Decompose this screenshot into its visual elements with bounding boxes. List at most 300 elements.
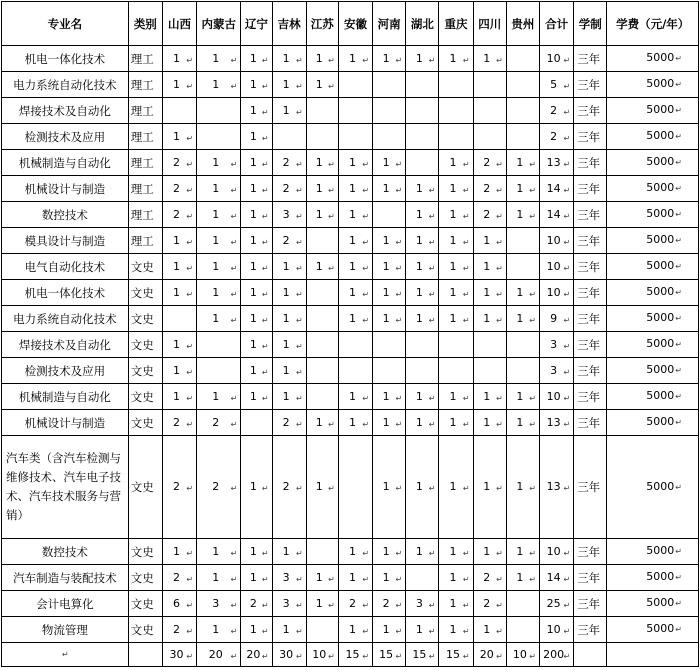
totals-row	[2, 643, 699, 667]
quota-cell	[373, 410, 406, 436]
quota-cell	[338, 202, 372, 228]
row-total-cell: 10 ↵	[540, 280, 574, 306]
table-row	[2, 410, 699, 436]
quota-cell	[373, 176, 406, 202]
quota-cell	[272, 306, 306, 332]
column-header: 学制	[574, 2, 607, 46]
quota-cell	[439, 565, 473, 591]
paragraph-mark-icon: ↵	[496, 574, 503, 584]
quota-value: 6	[173, 596, 180, 610]
paragraph-mark-icon: ↵	[328, 185, 335, 195]
quota-value: 2	[212, 415, 220, 429]
duration-cell: 三年	[574, 280, 607, 306]
paragraph-mark-icon: ↵	[529, 574, 536, 584]
duration-cell: 三年	[574, 358, 607, 384]
paragraph-mark-icon: ↵	[496, 315, 503, 325]
quota-cell	[406, 332, 439, 358]
duration-cell: 三年	[574, 410, 607, 436]
paragraph-mark-icon: ↵	[428, 237, 436, 247]
quota-value: 1	[249, 155, 257, 169]
major-name-cell: 机电一体化技术	[2, 46, 129, 72]
paragraph-mark-icon: ↵	[296, 419, 303, 429]
category-cell: 文史	[128, 358, 162, 384]
quota-value: 1	[249, 259, 257, 273]
paragraph-mark-icon: ↵	[186, 289, 194, 299]
paragraph-mark-icon: ↵	[462, 393, 470, 403]
quota-cell	[473, 384, 506, 410]
table-row	[2, 384, 699, 410]
tuition-cell: 5000↵	[607, 306, 699, 332]
duration-cell: 三年	[574, 254, 607, 280]
paragraph-mark-icon: ↵	[261, 55, 269, 65]
major-name-cell: 电力系统自动化技术	[2, 306, 129, 332]
quota-cell	[506, 617, 539, 643]
quota-value: 2	[483, 570, 491, 584]
quota-value: 1	[282, 337, 290, 351]
quota-value: 1	[315, 155, 323, 169]
quota-value: 2	[282, 480, 290, 493]
quota-cell	[506, 254, 539, 280]
paragraph-mark-icon: ↵	[296, 484, 303, 493]
table-row	[2, 306, 699, 332]
column-total-cell: 20 ↵	[241, 643, 272, 667]
quota-cell	[473, 565, 506, 591]
quota-cell	[162, 539, 196, 565]
quota-cell	[241, 228, 272, 254]
quota-cell	[241, 150, 272, 176]
paragraph-mark-icon: ↵	[675, 366, 682, 375]
paragraph-mark-icon: ↵	[428, 393, 436, 403]
category-cell: 文史	[128, 410, 162, 436]
quota-cell	[338, 539, 372, 565]
category-cell: 理工	[128, 150, 162, 176]
quota-cell	[406, 280, 439, 306]
category-cell: 理工	[128, 72, 162, 98]
quota-cell	[506, 332, 539, 358]
quota-value: 1	[315, 480, 323, 493]
paragraph-mark-icon: ↵	[395, 159, 403, 169]
paragraph-mark-icon: ↵	[462, 315, 470, 325]
quota-cell	[406, 228, 439, 254]
paragraph-mark-icon: ↵	[496, 55, 503, 65]
duration-cell: 三年	[574, 617, 607, 643]
empty-cell	[128, 643, 162, 667]
paragraph-mark-icon: ↵	[230, 651, 238, 661]
paragraph-mark-icon: ↵	[675, 418, 682, 427]
paragraph-mark-icon: ↵	[296, 237, 303, 247]
paragraph-mark-icon: ↵	[675, 210, 682, 219]
quota-value: 1	[449, 181, 457, 195]
column-header: 重庆	[439, 2, 473, 46]
quota-cell	[439, 410, 473, 436]
quota-cell	[241, 254, 272, 280]
quota-value: 2	[483, 207, 491, 221]
quota-value: 1	[449, 51, 457, 65]
quota-cell	[373, 150, 406, 176]
paragraph-mark-icon: ↵	[328, 574, 335, 584]
tuition-cell: 5000↵	[607, 280, 699, 306]
major-name-cell: 检测技术及应用	[2, 124, 129, 150]
quota-value: 1	[449, 596, 457, 610]
quota-value: 1	[249, 77, 257, 91]
paragraph-mark-icon: ↵	[62, 650, 69, 659]
paragraph-mark-icon: ↵	[362, 393, 370, 403]
major-name-cell: 机械设计与制造	[2, 176, 129, 202]
quota-cell	[306, 591, 338, 617]
duration-cell: 三年	[574, 384, 607, 410]
paragraph-mark-icon: ↵	[395, 55, 403, 65]
quota-cell	[439, 306, 473, 332]
paragraph-mark-icon: ↵	[563, 55, 571, 65]
quota-cell	[373, 436, 406, 539]
quota-cell	[241, 176, 272, 202]
category-cell: 文史	[128, 591, 162, 617]
paragraph-mark-icon: ↵	[296, 574, 303, 584]
paragraph-mark-icon: ↵	[462, 626, 470, 636]
paragraph-mark-icon: ↵	[261, 574, 269, 584]
paragraph-mark-icon: ↵	[296, 263, 303, 273]
paragraph-mark-icon: ↵	[296, 159, 303, 169]
quota-value: 1	[382, 311, 390, 325]
quota-cell	[338, 358, 372, 384]
quota-value: 1	[382, 622, 390, 636]
quota-cell	[506, 202, 539, 228]
column-header: 吉林	[272, 2, 306, 46]
paragraph-mark-icon: ↵	[496, 289, 503, 299]
quota-value: 3	[282, 207, 290, 221]
paragraph-mark-icon: ↵	[362, 574, 370, 584]
paragraph-mark-icon: ↵	[261, 185, 269, 195]
column-total-cell: 15 ↵	[373, 643, 406, 667]
paragraph-mark-icon: ↵	[328, 484, 335, 493]
quota-value: 2	[282, 181, 290, 195]
quota-cell	[306, 280, 338, 306]
quota-cell	[506, 46, 539, 72]
paragraph-mark-icon: ↵	[428, 651, 436, 661]
quota-cell	[338, 280, 372, 306]
quota-value: 1	[415, 233, 423, 247]
quota-cell	[373, 565, 406, 591]
quota-cell	[241, 384, 272, 410]
paragraph-mark-icon: ↵	[362, 600, 370, 610]
quota-cell	[162, 176, 196, 202]
paragraph-mark-icon: ↵	[428, 55, 436, 65]
paragraph-mark-icon: ↵	[230, 315, 238, 325]
quota-cell	[473, 306, 506, 332]
paragraph-mark-icon: ↵	[563, 107, 571, 117]
quota-cell	[439, 436, 473, 539]
category-cell: 理工	[128, 202, 162, 228]
quota-value: 1	[212, 622, 220, 636]
quota-cell	[473, 254, 506, 280]
paragraph-mark-icon: ↵	[563, 574, 571, 584]
row-total-cell: 10 ↵	[540, 254, 574, 280]
paragraph-mark-icon: ↵	[563, 211, 571, 221]
quota-value: 1	[249, 570, 257, 584]
duration-cell: 三年	[574, 591, 607, 617]
quota-cell	[506, 280, 539, 306]
quota-value: 1	[315, 207, 323, 221]
quota-cell	[338, 46, 372, 72]
quota-cell	[197, 254, 241, 280]
quota-cell	[306, 565, 338, 591]
quota-cell	[406, 539, 439, 565]
empty-cell	[574, 643, 607, 667]
quota-value: 1	[483, 233, 491, 247]
paragraph-mark-icon: ↵	[428, 419, 436, 429]
tuition-cell: 5000↵	[607, 150, 699, 176]
paragraph-mark-icon: ↵	[230, 393, 238, 403]
quota-value: 1	[282, 77, 290, 91]
column-header: 专业名	[2, 2, 129, 46]
major-name-cell: 物流管理	[2, 617, 129, 643]
quota-value: 1	[382, 389, 390, 403]
quota-value: 1	[173, 285, 180, 299]
paragraph-mark-icon: ↵	[296, 211, 303, 221]
quota-value: 1	[449, 259, 457, 273]
paragraph-mark-icon: ↵	[462, 237, 470, 247]
quota-cell	[506, 565, 539, 591]
quota-value: 1	[348, 389, 356, 403]
table-row	[2, 176, 699, 202]
paragraph-mark-icon: ↵	[675, 106, 682, 115]
paragraph-mark-icon: ↵	[328, 159, 335, 169]
quota-cell	[272, 358, 306, 384]
quota-value: 1	[449, 233, 457, 247]
duration-cell: 三年	[574, 72, 607, 98]
paragraph-mark-icon: ↵	[563, 600, 571, 610]
paragraph-mark-icon: ↵	[362, 548, 370, 558]
tuition-cell: 5000↵	[607, 332, 699, 358]
quota-cell	[439, 202, 473, 228]
duration-cell: 三年	[574, 46, 607, 72]
quota-cell	[406, 358, 439, 384]
quota-cell	[506, 436, 539, 539]
quota-cell	[162, 410, 196, 436]
column-total-cell: 200 ↵	[540, 643, 574, 667]
table-row	[2, 436, 699, 539]
paragraph-mark-icon: ↵	[563, 419, 571, 429]
quota-value: 1	[282, 285, 290, 299]
paragraph-mark-icon: ↵	[462, 548, 470, 558]
quota-cell	[306, 332, 338, 358]
paragraph-mark-icon: ↵	[261, 393, 269, 403]
quota-cell	[338, 410, 372, 436]
paragraph-mark-icon: ↵	[529, 289, 536, 299]
quota-cell	[406, 176, 439, 202]
quota-value: 1	[282, 311, 290, 325]
quota-value: 1	[516, 415, 524, 429]
major-name-cell: 焊接技术及自动化	[2, 332, 129, 358]
paragraph-mark-icon: ↵	[563, 626, 571, 636]
quota-cell	[373, 254, 406, 280]
quota-value: 1	[212, 155, 220, 169]
quota-value: 1	[173, 389, 180, 403]
paragraph-mark-icon: ↵	[362, 211, 370, 221]
quota-cell	[306, 254, 338, 280]
quota-cell	[473, 358, 506, 384]
row-total-cell: 13 ↵	[540, 150, 574, 176]
quota-cell	[338, 332, 372, 358]
quota-value: 3	[212, 596, 220, 610]
quota-cell	[473, 176, 506, 202]
quota-value: 1	[483, 285, 491, 299]
quota-cell	[162, 98, 196, 124]
table-row	[2, 565, 699, 591]
category-cell: 理工	[128, 46, 162, 72]
category-cell: 文史	[128, 617, 162, 643]
quota-cell	[162, 617, 196, 643]
category-cell: 理工	[128, 176, 162, 202]
quota-cell	[473, 124, 506, 150]
quota-value: 1	[449, 155, 457, 169]
paragraph-mark-icon: ↵	[296, 81, 303, 91]
paragraph-mark-icon: ↵	[496, 185, 503, 195]
paragraph-mark-icon: ↵	[186, 419, 194, 429]
paragraph-mark-icon: ↵	[296, 600, 303, 610]
column-header: 辽宁	[241, 2, 272, 46]
quota-cell	[506, 591, 539, 617]
column-header: 四川	[473, 2, 506, 46]
quota-cell	[306, 384, 338, 410]
quota-value: 1	[212, 389, 220, 403]
paragraph-mark-icon: ↵	[186, 185, 194, 195]
quota-value: 2	[483, 596, 491, 610]
quota-value: 1	[249, 181, 257, 195]
tuition-cell: 5000↵	[607, 98, 699, 124]
row-total-cell: 5 ↵	[540, 72, 574, 98]
quota-cell	[439, 280, 473, 306]
quota-cell	[272, 176, 306, 202]
paragraph-mark-icon: ↵	[261, 651, 269, 661]
paragraph-mark-icon: ↵	[496, 626, 503, 636]
major-name-cell: 数控技术	[2, 202, 129, 228]
quota-value: 1	[173, 544, 180, 558]
paragraph-mark-icon: ↵	[230, 574, 238, 584]
quota-cell	[338, 72, 372, 98]
quota-value: 2	[173, 155, 180, 169]
paragraph-mark-icon: ↵	[230, 600, 238, 610]
paragraph-mark-icon: ↵	[186, 484, 194, 493]
row-total-cell: 10 ↵	[540, 617, 574, 643]
quota-cell	[241, 202, 272, 228]
quota-cell	[338, 150, 372, 176]
quota-cell	[439, 384, 473, 410]
paragraph-mark-icon: ↵	[296, 393, 303, 403]
quota-cell	[506, 176, 539, 202]
totals-label-cell	[2, 643, 129, 667]
quota-value: 1	[249, 480, 257, 493]
paragraph-mark-icon: ↵	[675, 547, 682, 556]
quota-value: 1	[282, 622, 290, 636]
paragraph-mark-icon: ↵	[675, 573, 682, 582]
quota-cell	[373, 72, 406, 98]
quota-value: 1	[249, 103, 257, 117]
paragraph-mark-icon: ↵	[261, 133, 269, 143]
quota-cell	[373, 46, 406, 72]
quota-value: 1	[415, 285, 423, 299]
quota-value: 1	[415, 622, 423, 636]
quota-cell	[306, 72, 338, 98]
paragraph-mark-icon: ↵	[186, 574, 194, 584]
quota-cell	[272, 202, 306, 228]
quota-value: 1	[415, 311, 423, 325]
category-cell: 理工	[128, 124, 162, 150]
table-row	[2, 72, 699, 98]
quota-cell	[473, 591, 506, 617]
quota-value: 1	[382, 233, 390, 247]
quota-value: 2	[282, 415, 290, 429]
paragraph-mark-icon: ↵	[395, 237, 403, 247]
paragraph-mark-icon: ↵	[462, 289, 470, 299]
paragraph-mark-icon: ↵	[395, 548, 403, 558]
quota-value: 1	[348, 622, 356, 636]
column-total-cell: 30 ↵	[272, 643, 306, 667]
quota-cell	[197, 46, 241, 72]
quota-value: 1	[249, 51, 257, 65]
paragraph-mark-icon: ↵	[296, 626, 303, 636]
table-row	[2, 202, 699, 228]
paragraph-mark-icon: ↵	[428, 211, 436, 221]
quota-value: 2	[483, 181, 491, 195]
paragraph-mark-icon: ↵	[496, 159, 503, 169]
paragraph-mark-icon: ↵	[675, 54, 682, 63]
paragraph-mark-icon: ↵	[186, 237, 194, 247]
quota-cell	[338, 565, 372, 591]
quota-value: 2	[173, 480, 180, 493]
paragraph-mark-icon: ↵	[496, 419, 503, 429]
quota-value: 1	[348, 544, 356, 558]
quota-value: 1	[212, 207, 220, 221]
paragraph-mark-icon: ↵	[395, 574, 403, 584]
quota-cell	[406, 436, 439, 539]
paragraph-mark-icon: ↵	[563, 237, 571, 247]
quota-cell	[306, 124, 338, 150]
table-row	[2, 46, 699, 72]
quota-value: 1	[173, 233, 180, 247]
paragraph-mark-icon: ↵	[328, 263, 335, 273]
tuition-cell: 5000↵	[607, 72, 699, 98]
paragraph-mark-icon: ↵	[362, 237, 370, 247]
paragraph-mark-icon: ↵	[261, 600, 269, 610]
quota-cell	[506, 306, 539, 332]
quota-value: 1	[315, 596, 323, 610]
paragraph-mark-icon: ↵	[496, 237, 503, 247]
quota-value: 2	[282, 233, 290, 247]
table-row	[2, 539, 699, 565]
quota-value: 1	[348, 285, 356, 299]
paragraph-mark-icon: ↵	[230, 159, 238, 169]
paragraph-mark-icon: ↵	[230, 484, 238, 493]
quota-value: 1	[382, 415, 390, 429]
paragraph-mark-icon: ↵	[428, 289, 436, 299]
paragraph-mark-icon: ↵	[328, 55, 335, 65]
quota-cell	[162, 384, 196, 410]
quota-cell	[272, 72, 306, 98]
duration-cell: 三年	[574, 202, 607, 228]
column-total-cell: 10 ↵	[306, 643, 338, 667]
paragraph-mark-icon: ↵	[563, 393, 571, 403]
duration-cell: 三年	[574, 228, 607, 254]
paragraph-mark-icon: ↵	[296, 548, 303, 558]
paragraph-mark-icon: ↵	[186, 651, 194, 661]
quota-cell	[241, 72, 272, 98]
paragraph-mark-icon: ↵	[261, 315, 269, 325]
quota-value: 1	[348, 259, 356, 273]
major-name-cell: 检测技术及应用	[2, 358, 129, 384]
major-name-cell: 数控技术	[2, 539, 129, 565]
quota-cell	[197, 228, 241, 254]
